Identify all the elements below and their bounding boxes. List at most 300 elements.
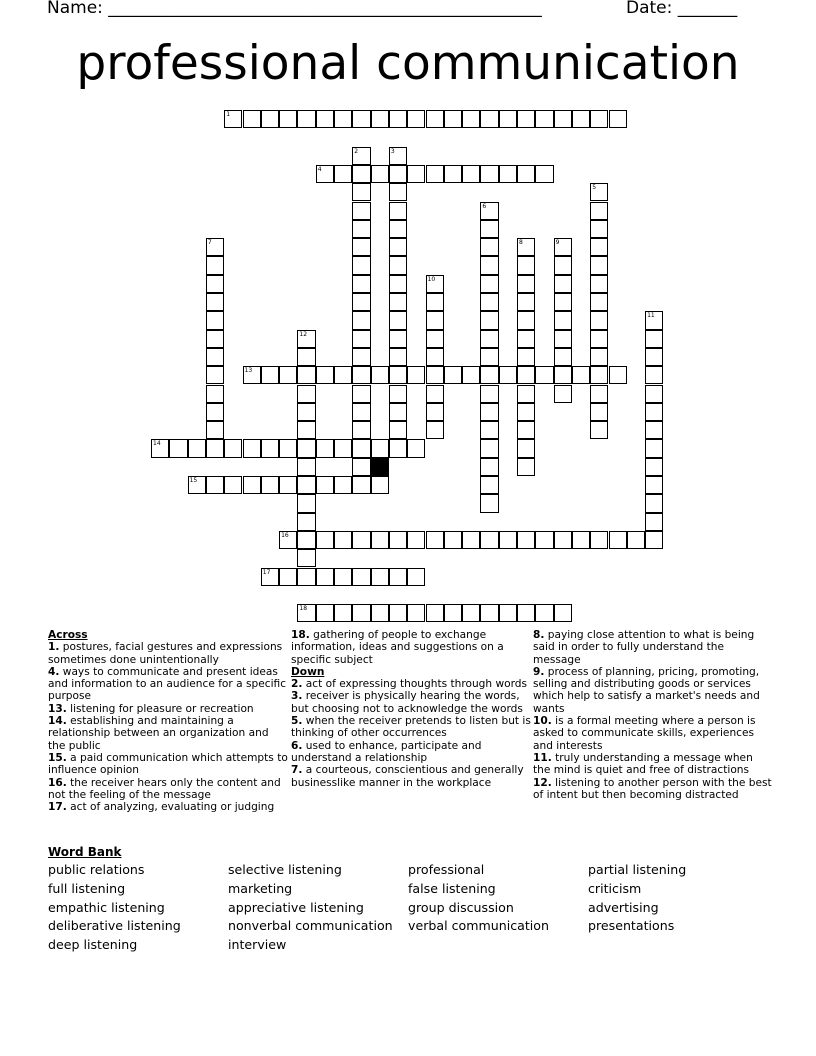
crossword-cell[interactable]: [480, 293, 498, 311]
crossword-cell[interactable]: [352, 293, 370, 311]
crossword-cell[interactable]: [352, 421, 370, 439]
crossword-cell[interactable]: [426, 385, 444, 403]
crossword-cell[interactable]: [517, 604, 535, 622]
crossword-cell[interactable]: [297, 568, 315, 586]
crossword-cell[interactable]: [389, 110, 407, 128]
crossword-cell[interactable]: [590, 275, 608, 293]
crossword-cell[interactable]: [316, 439, 334, 457]
crossword-cell[interactable]: [480, 238, 498, 256]
crossword-cell[interactable]: [426, 293, 444, 311]
crossword-cell[interactable]: [352, 165, 370, 183]
crossword-cell[interactable]: [554, 385, 572, 403]
crossword-cell[interactable]: [243, 366, 261, 384]
crossword-cell[interactable]: [206, 238, 224, 256]
crossword-cell[interactable]: [279, 439, 297, 457]
crossword-cell[interactable]: [261, 110, 279, 128]
crossword-cell[interactable]: [224, 110, 242, 128]
crossword-cell[interactable]: [444, 531, 462, 549]
clue-text: used to enhance, participate and understand a relationship: [291, 739, 482, 764]
crossword-cell[interactable]: [188, 439, 206, 457]
crossword-cell[interactable]: [261, 568, 279, 586]
crossword-cell[interactable]: [517, 330, 535, 348]
cell-number: 17: [262, 568, 271, 576]
crossword-cell[interactable]: [590, 311, 608, 329]
crossword-cell[interactable]: [352, 311, 370, 329]
clue-number: 14.: [48, 715, 67, 728]
word-bank: [48, 862, 768, 956]
crossword-cell[interactable]: [243, 110, 261, 128]
crossword-cell[interactable]: [279, 476, 297, 494]
crossword-cell[interactable]: [352, 458, 370, 476]
crossword-cell[interactable]: [352, 385, 370, 403]
crossword-cell[interactable]: [206, 256, 224, 274]
crossword-cell[interactable]: [407, 366, 425, 384]
crossword-cell[interactable]: [371, 366, 389, 384]
clue-number: 16.: [48, 776, 67, 789]
crossword-cell[interactable]: [535, 110, 553, 128]
cell-number: 6: [482, 202, 487, 210]
crossword-cell[interactable]: [480, 110, 498, 128]
crossword-cell[interactable]: [407, 439, 425, 457]
crossword-cell[interactable]: [407, 110, 425, 128]
crossword-cell[interactable]: [334, 568, 352, 586]
crossword-cell[interactable]: [352, 476, 370, 494]
crossword-cell[interactable]: [243, 476, 261, 494]
crossword-cell[interactable]: [590, 421, 608, 439]
clue-number: 7.: [291, 764, 303, 777]
crossword-cell[interactable]: [389, 202, 407, 220]
crossword-cell[interactable]: [499, 165, 517, 183]
crossword-cell[interactable]: [480, 220, 498, 238]
crossword-cell[interactable]: [352, 183, 370, 201]
crossword-cell[interactable]: [609, 531, 627, 549]
crossword-cell[interactable]: [645, 421, 663, 439]
crossword-cell[interactable]: [480, 330, 498, 348]
crossword-cell[interactable]: [334, 366, 352, 384]
crossword-cell[interactable]: [334, 110, 352, 128]
crossword-cell[interactable]: [261, 366, 279, 384]
crossword-cell[interactable]: [371, 110, 389, 128]
crossword-cell[interactable]: [517, 366, 535, 384]
clue-text: process of planning, pricing, promoting, selling and distributing goods or services which help to satisfy a market's needs and wants: [533, 665, 760, 715]
crossword-cell[interactable]: [645, 348, 663, 366]
crossword-cell[interactable]: [297, 549, 315, 567]
clue-number: 1.: [48, 641, 60, 654]
word-bank-item: public relations: [48, 862, 145, 877]
crossword-cell[interactable]: [499, 366, 517, 384]
clue-number: 15.: [48, 751, 67, 764]
crossword-cell[interactable]: [279, 531, 297, 549]
crossword-cell[interactable]: [480, 311, 498, 329]
crossword-cell[interactable]: [224, 439, 242, 457]
crossword-cell[interactable]: [389, 604, 407, 622]
crossword-cell[interactable]: [169, 439, 187, 457]
crossword-cell[interactable]: [389, 366, 407, 384]
crossword-cell[interactable]: [517, 238, 535, 256]
crossword-cell[interactable]: [554, 366, 572, 384]
crossword-cell[interactable]: [352, 330, 370, 348]
crossword-cell[interactable]: [297, 348, 315, 366]
crossword-cell[interactable]: [590, 403, 608, 421]
crossword-cell[interactable]: [572, 531, 590, 549]
word-bank-item: nonverbal communication: [228, 918, 393, 934]
crossword-cell[interactable]: [297, 403, 315, 421]
cell-number: 12: [299, 330, 308, 338]
crossword-cell[interactable]: [316, 476, 334, 494]
word-bank-item: group discussion: [408, 899, 514, 915]
crossword-cell[interactable]: [554, 256, 572, 274]
crossword-cell[interactable]: [499, 110, 517, 128]
crossword-cell[interactable]: [480, 348, 498, 366]
crossword-cell[interactable]: [645, 311, 663, 329]
crossword-cell[interactable]: [444, 165, 462, 183]
crossword-cell[interactable]: [590, 256, 608, 274]
crossword-cell[interactable]: [389, 238, 407, 256]
crossword-cell[interactable]: [389, 220, 407, 238]
crossword-cell[interactable]: [480, 439, 498, 457]
crossword-cell[interactable]: [517, 439, 535, 457]
crossword-cell[interactable]: [279, 366, 297, 384]
crossword-cell[interactable]: [480, 165, 498, 183]
crossword-cell[interactable]: [297, 476, 315, 494]
crossword-cell[interactable]: [352, 147, 370, 165]
crossword-cell[interactable]: [462, 165, 480, 183]
crossword-cell[interactable]: [590, 183, 608, 201]
across-clue: [48, 703, 288, 715]
cell-number: 3: [390, 147, 395, 155]
crossword-cell[interactable]: [645, 458, 663, 476]
down-clue: [533, 752, 773, 777]
crossword-cell[interactable]: [407, 531, 425, 549]
crossword-cell[interactable]: [645, 531, 663, 549]
word-bank-title: Word Bank: [48, 845, 122, 859]
crossword-cell[interactable]: [426, 275, 444, 293]
crossword-cell[interactable]: [316, 110, 334, 128]
crossword-cell[interactable]: [572, 110, 590, 128]
crossword-cell[interactable]: [371, 568, 389, 586]
crossword-cell[interactable]: [462, 366, 480, 384]
crossword-cell[interactable]: [609, 366, 627, 384]
crossword-cell[interactable]: [352, 439, 370, 457]
crossword-cell[interactable]: [389, 385, 407, 403]
crossword-cell[interactable]: [389, 439, 407, 457]
crossword-cell[interactable]: [352, 110, 370, 128]
crossword-cell[interactable]: [645, 494, 663, 512]
crossword-cell[interactable]: [627, 531, 645, 549]
crossword-cell[interactable]: [371, 439, 389, 457]
crossword-cell[interactable]: [499, 531, 517, 549]
crossword-cell[interactable]: [243, 439, 261, 457]
word-bank-item: criticism: [588, 880, 642, 896]
clue-number: 9.: [533, 665, 545, 678]
crossword-cell[interactable]: [389, 421, 407, 439]
crossword-cell[interactable]: [517, 403, 535, 421]
crossword-cell[interactable]: [316, 366, 334, 384]
crossword-cell[interactable]: [517, 256, 535, 274]
clue-number: 2.: [291, 678, 303, 691]
crossword-cell[interactable]: [645, 366, 663, 384]
clue-number: 17.: [48, 801, 67, 814]
crossword-cell[interactable]: [206, 348, 224, 366]
crossword-cell[interactable]: [206, 385, 224, 403]
crossword-cell[interactable]: [645, 476, 663, 494]
page-title: professional communication: [76, 36, 740, 91]
crossword-cell[interactable]: [297, 366, 315, 384]
crossword-cell[interactable]: [297, 330, 315, 348]
crossword-cell[interactable]: [554, 110, 572, 128]
word-bank-item: marketing: [228, 880, 293, 896]
clue-text: paying close attention to what is being said in order to fully understand the message: [533, 629, 755, 666]
crossword-cell[interactable]: [480, 202, 498, 220]
crossword-cell[interactable]: [426, 330, 444, 348]
crossword-cell[interactable]: [188, 476, 206, 494]
clue-text: act of expressing thoughts through words: [305, 678, 528, 691]
crossword-cell[interactable]: [389, 275, 407, 293]
crossword-cell[interactable]: [426, 604, 444, 622]
crossword-cell[interactable]: [499, 604, 517, 622]
crossword-cell[interactable]: [426, 165, 444, 183]
crossword-cell[interactable]: [517, 348, 535, 366]
black-square: [371, 458, 389, 476]
crossword-cell[interactable]: [590, 202, 608, 220]
crossword-cell[interactable]: [371, 165, 389, 183]
crossword-cell[interactable]: [297, 458, 315, 476]
down-clue: [291, 678, 531, 690]
crossword-cell[interactable]: [645, 403, 663, 421]
crossword-cell[interactable]: [371, 531, 389, 549]
crossword-cell[interactable]: [590, 366, 608, 384]
crossword-cell[interactable]: [426, 348, 444, 366]
crossword-cell[interactable]: [517, 311, 535, 329]
crossword-cell[interactable]: [389, 568, 407, 586]
crossword-cell[interactable]: [517, 421, 535, 439]
crossword-cell[interactable]: [334, 165, 352, 183]
clue-text: postures, facial gestures and expressions sometimes done unintentionally: [48, 641, 283, 666]
crossword-cell[interactable]: [426, 403, 444, 421]
crossword-cell[interactable]: [334, 531, 352, 549]
crossword-cell[interactable]: [279, 110, 297, 128]
crossword-cell[interactable]: [389, 311, 407, 329]
crossword-cell[interactable]: [444, 604, 462, 622]
clue-text: listening to another person with the best of intent but then becoming distracted: [533, 776, 772, 801]
crossword-cell[interactable]: [334, 476, 352, 494]
crossword-cell[interactable]: [371, 476, 389, 494]
crossword-cell[interactable]: [572, 366, 590, 384]
crossword-cell[interactable]: [444, 110, 462, 128]
crossword-cell[interactable]: [297, 110, 315, 128]
crossword-cell[interactable]: [517, 110, 535, 128]
crossword-cell[interactable]: [352, 366, 370, 384]
crossword-cell[interactable]: [407, 604, 425, 622]
crossword-cell[interactable]: [206, 366, 224, 384]
crossword-cell[interactable]: [554, 238, 572, 256]
crossword-cell[interactable]: [297, 604, 315, 622]
cell-number: 7: [207, 239, 212, 247]
cell-number: 5: [592, 184, 597, 192]
crossword-cell[interactable]: [426, 311, 444, 329]
crossword-cell[interactable]: [535, 165, 553, 183]
crossword-cell[interactable]: [352, 348, 370, 366]
crossword-cell[interactable]: [517, 531, 535, 549]
crossword-cell[interactable]: [590, 385, 608, 403]
crossword-cell[interactable]: [462, 604, 480, 622]
crossword-cell[interactable]: [480, 494, 498, 512]
crossword-cell[interactable]: [590, 220, 608, 238]
crossword-cell[interactable]: [480, 421, 498, 439]
crossword-cell[interactable]: [407, 568, 425, 586]
crossword-cell[interactable]: [206, 421, 224, 439]
crossword-cell[interactable]: [352, 604, 370, 622]
crossword-cell[interactable]: [389, 165, 407, 183]
crossword-cell[interactable]: [389, 256, 407, 274]
crossword-cell[interactable]: [316, 165, 334, 183]
crossword-cell[interactable]: [389, 531, 407, 549]
crossword-cell[interactable]: [590, 531, 608, 549]
crossword-cell[interactable]: [517, 165, 535, 183]
crossword-cell[interactable]: [279, 568, 297, 586]
down-clue: [533, 715, 773, 752]
crossword-cell[interactable]: [554, 604, 572, 622]
across-clue: [48, 641, 288, 666]
crossword-cell[interactable]: [206, 311, 224, 329]
crossword-cell[interactable]: [371, 604, 389, 622]
crossword-cell[interactable]: [206, 330, 224, 348]
crossword-cell[interactable]: [645, 330, 663, 348]
crossword-cell[interactable]: [517, 275, 535, 293]
clue-number: 5.: [291, 715, 303, 728]
crossword-cell[interactable]: [590, 110, 608, 128]
clue-text: the receiver hears only the content and not the feeling of the message: [48, 776, 281, 801]
crossword-cell[interactable]: [334, 439, 352, 457]
crossword-cell[interactable]: [480, 531, 498, 549]
clues-column-2: [291, 629, 531, 789]
cell-number: 18: [299, 605, 308, 613]
crossword-cell[interactable]: [316, 604, 334, 622]
crossword-cell[interactable]: [645, 385, 663, 403]
crossword-cell[interactable]: [480, 256, 498, 274]
crossword-cell[interactable]: [535, 531, 553, 549]
crossword-cell[interactable]: [645, 513, 663, 531]
cell-number: 15: [189, 477, 198, 484]
crossword-cell[interactable]: [590, 348, 608, 366]
crossword-cell[interactable]: [590, 330, 608, 348]
crossword-cell[interactable]: [480, 275, 498, 293]
crossword-cell[interactable]: [480, 604, 498, 622]
crossword-cell[interactable]: [261, 439, 279, 457]
crossword-cell[interactable]: [389, 183, 407, 201]
crossword-cell[interactable]: [297, 494, 315, 512]
crossword-cell[interactable]: [352, 531, 370, 549]
crossword-cell[interactable]: [151, 439, 169, 457]
crossword-cell[interactable]: [206, 403, 224, 421]
crossword-cell[interactable]: [590, 238, 608, 256]
crossword-cell[interactable]: [389, 293, 407, 311]
cell-number: 8: [519, 239, 523, 247]
crossword-cell[interactable]: [297, 421, 315, 439]
cell-number: 1: [226, 111, 231, 118]
crossword-cell[interactable]: [224, 476, 242, 494]
crossword-cell[interactable]: [316, 531, 334, 549]
crossword-cell[interactable]: [352, 403, 370, 421]
crossword-cell[interactable]: [389, 147, 407, 165]
across-clue: [48, 752, 288, 777]
crossword-cell[interactable]: [352, 256, 370, 274]
crossword-cell[interactable]: [517, 293, 535, 311]
crossword-cell[interactable]: [389, 348, 407, 366]
crossword-cell[interactable]: [535, 366, 553, 384]
crossword-cell[interactable]: [407, 165, 425, 183]
crossword-cell[interactable]: [352, 238, 370, 256]
crossword-cell[interactable]: [297, 385, 315, 403]
crossword-cell[interactable]: [480, 366, 498, 384]
crossword-cell[interactable]: [352, 275, 370, 293]
crossword-cell[interactable]: [297, 513, 315, 531]
crossword-cell[interactable]: [535, 604, 553, 622]
crossword-cell[interactable]: [554, 275, 572, 293]
crossword-cell[interactable]: [206, 476, 224, 494]
crossword-cell[interactable]: [480, 476, 498, 494]
clue-text: receiver is physically hearing the words, but choosing not to acknowledge the words: [291, 690, 523, 715]
clues-column-3: [533, 629, 773, 801]
crossword-cell[interactable]: [389, 330, 407, 348]
clue-number: 6.: [291, 739, 303, 752]
crossword-cell[interactable]: [462, 110, 480, 128]
crossword-cell[interactable]: [261, 476, 279, 494]
crossword-cell[interactable]: [517, 385, 535, 403]
crossword-cell[interactable]: [426, 531, 444, 549]
clue-text: is a formal meeting where a person is asked to communicate skills, experiences and interests: [533, 715, 756, 752]
crossword-cell[interactable]: [480, 458, 498, 476]
crossword-cell[interactable]: [444, 366, 462, 384]
crossword-cell[interactable]: [334, 604, 352, 622]
crossword-cell[interactable]: [645, 439, 663, 457]
word-bank-item: presentations: [588, 918, 675, 934]
crossword-cell[interactable]: [352, 202, 370, 220]
crossword-cell[interactable]: [426, 366, 444, 384]
crossword-cell[interactable]: [609, 110, 627, 128]
clue-text: act of analyzing, evaluating or judging: [70, 801, 275, 814]
cell-number: 10: [427, 275, 436, 283]
crossword-cell[interactable]: [590, 293, 608, 311]
crossword-cell[interactable]: [554, 531, 572, 549]
crossword-cell[interactable]: [554, 330, 572, 348]
crossword-cell[interactable]: [316, 568, 334, 586]
crossword-cell[interactable]: [462, 531, 480, 549]
down-clue: [291, 690, 531, 715]
crossword-cell[interactable]: [297, 439, 315, 457]
crossword-cell[interactable]: [554, 348, 572, 366]
word-bank-item: interview: [228, 937, 287, 953]
crossword-cell[interactable]: [206, 439, 224, 457]
crossword-cell[interactable]: [554, 293, 572, 311]
crossword-cell[interactable]: [206, 275, 224, 293]
down-clue: [291, 715, 531, 740]
crossword-cell[interactable]: [352, 568, 370, 586]
crossword-cell[interactable]: [297, 531, 315, 549]
crossword-cell[interactable]: [389, 403, 407, 421]
crossword-cell[interactable]: [554, 311, 572, 329]
crossword-cell[interactable]: [517, 458, 535, 476]
crossword-cell[interactable]: [480, 385, 498, 403]
across-clue: [48, 715, 288, 752]
crossword-cell[interactable]: [352, 220, 370, 238]
word-bank-item: selective listening: [228, 862, 342, 877]
cell-number: 2: [354, 147, 359, 155]
crossword-cell[interactable]: [426, 110, 444, 128]
crossword-cell[interactable]: [426, 421, 444, 439]
crossword-cell[interactable]: [480, 403, 498, 421]
crossword-cell[interactable]: [206, 293, 224, 311]
